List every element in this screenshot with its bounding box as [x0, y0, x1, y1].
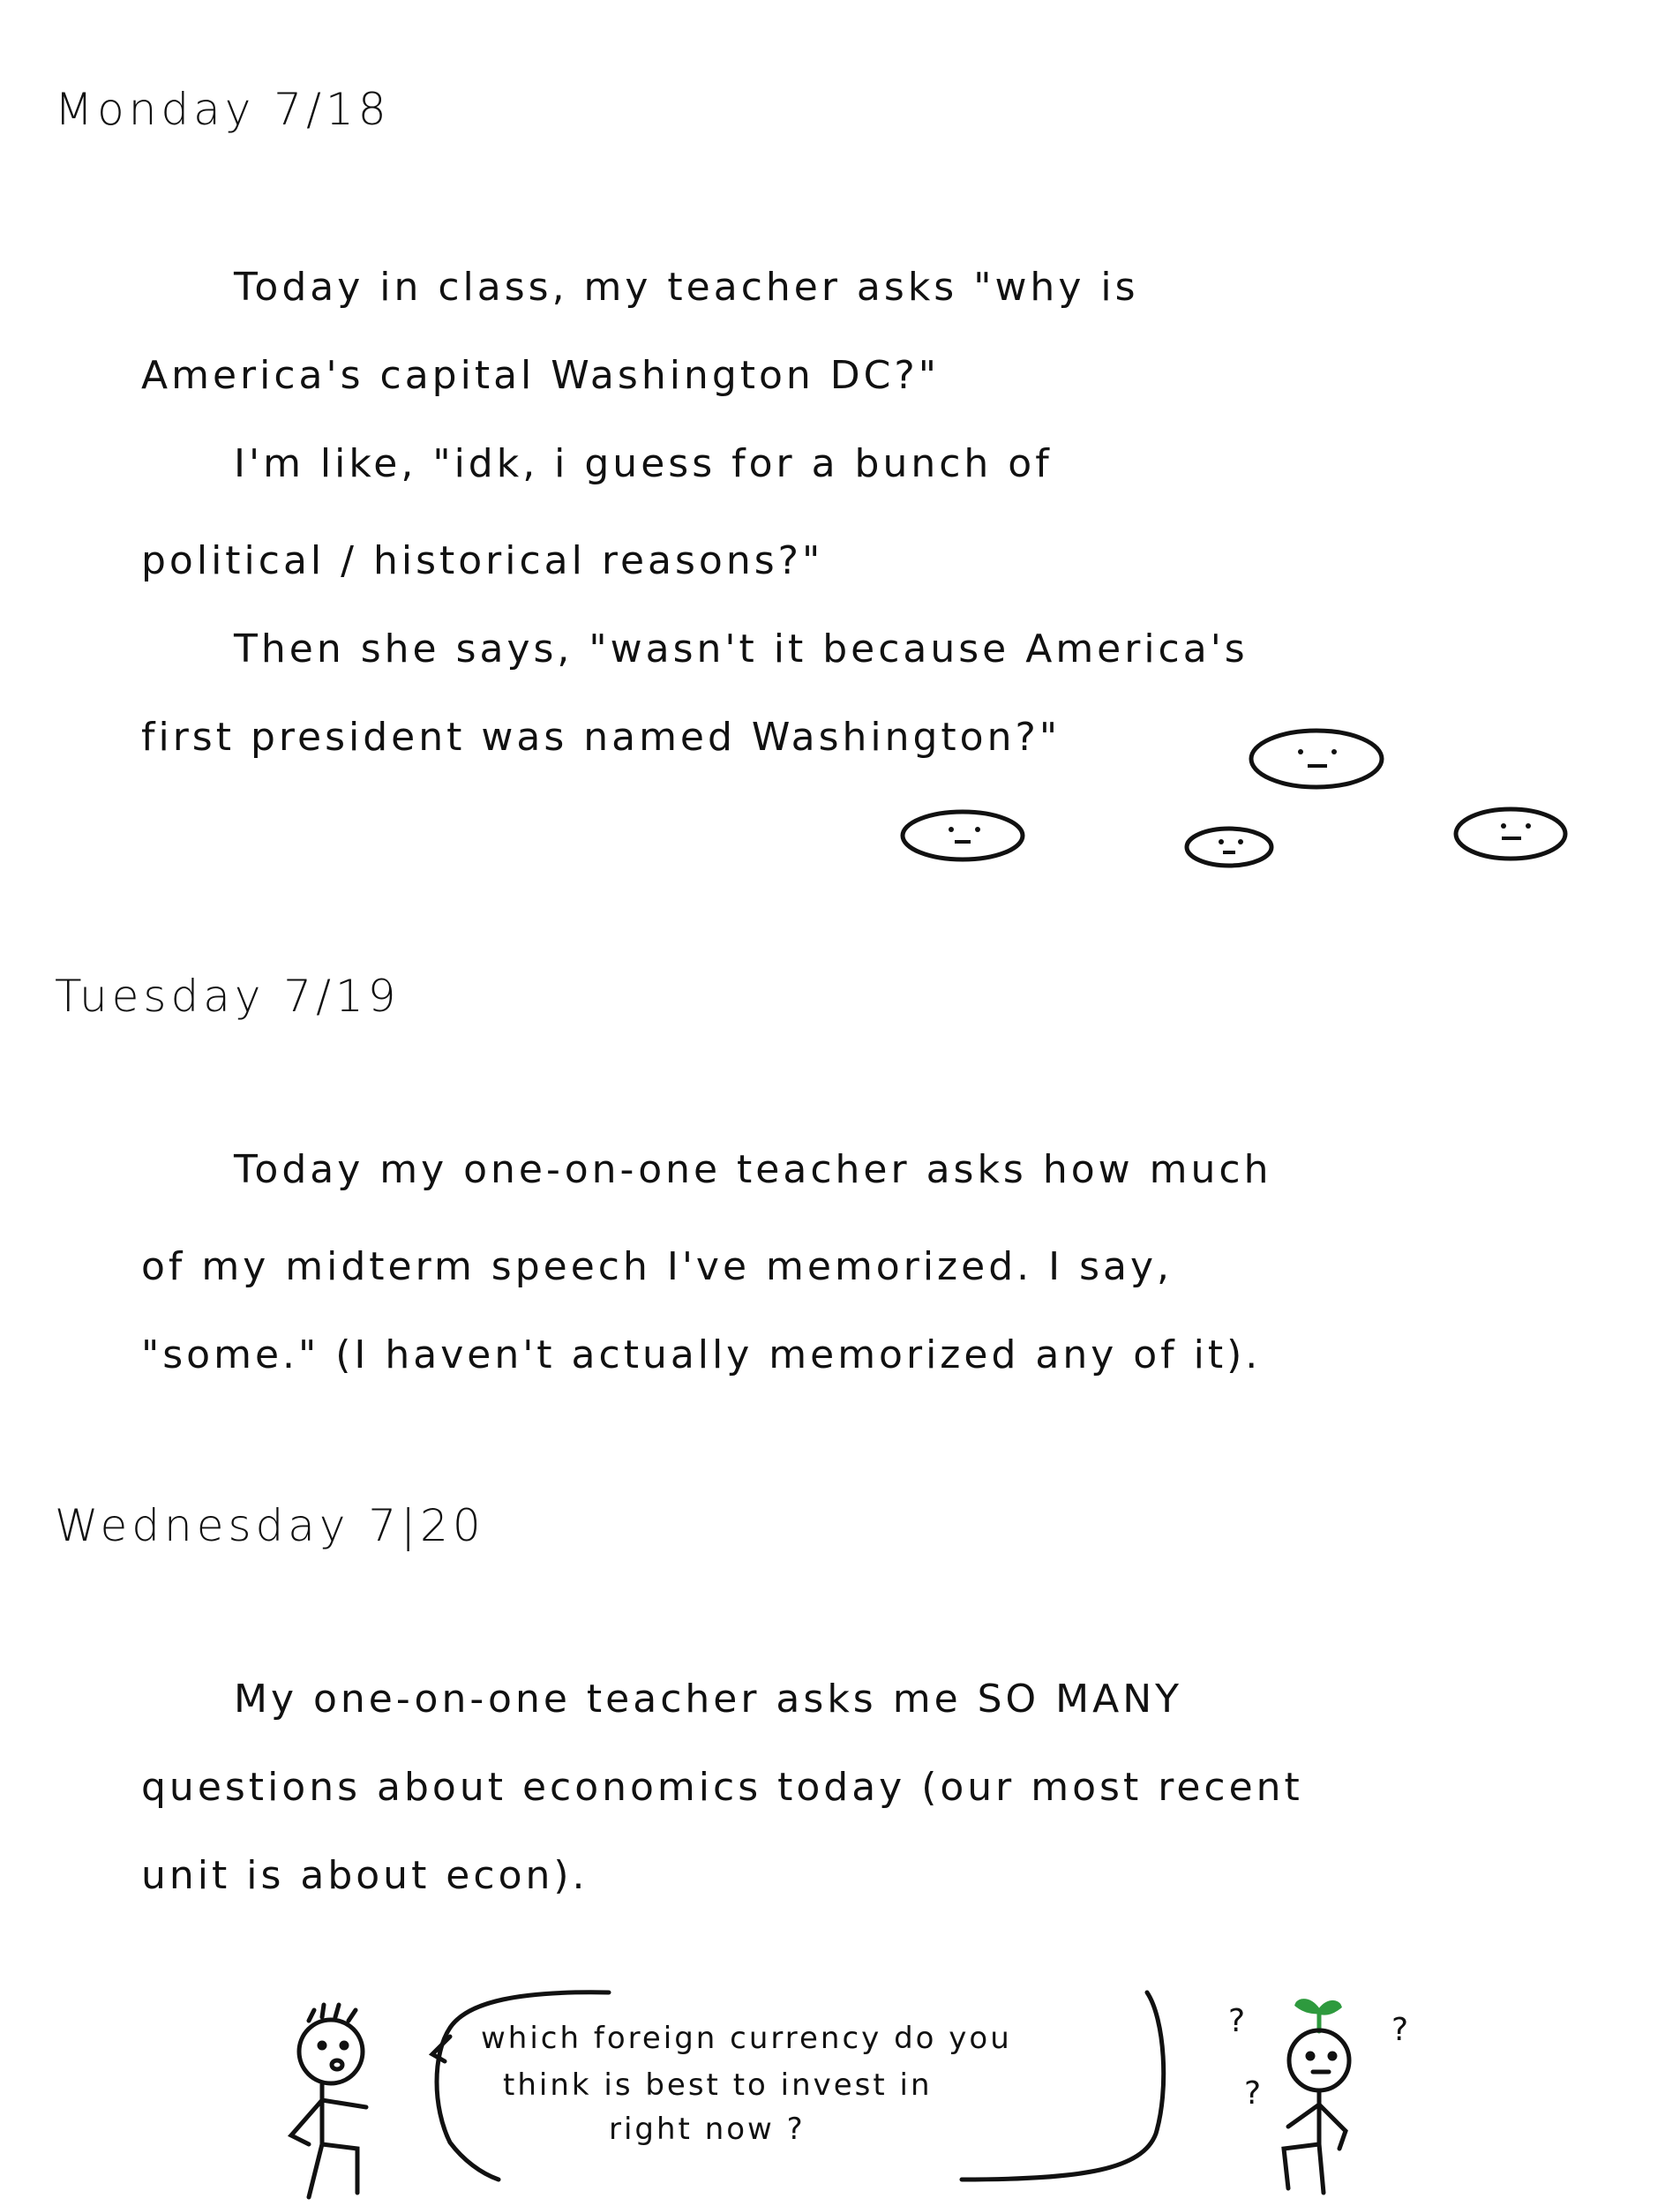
speech-bubble-text: think is best to invest in	[503, 2067, 933, 2103]
speech-bubble-text: right now ?	[609, 2112, 806, 2147]
paragraph-line: My one-on-one teacher asks me SO MANY	[234, 1677, 1183, 1722]
paragraph-line: unit is about econ).	[141, 1853, 589, 1898]
blob-face-icon	[1246, 724, 1387, 794]
paragraph-line: I'm like, "idk, i guess for a bunch of	[234, 441, 1053, 486]
paragraph-line: "some." (I haven't actually memorized any of it).	[141, 1332, 1262, 1377]
blob-face-icon	[1449, 803, 1572, 865]
entry-date-wednesday: Wednesday 7|20	[55, 1500, 485, 1551]
entry-date-tuesday: Tuesday 7/19	[55, 971, 401, 1022]
paragraph-line: America's capital Washington DC?"	[141, 353, 940, 398]
paragraph-line: Today in class, my teacher asks "why is	[234, 265, 1139, 310]
teacher-figure-icon	[274, 1994, 406, 2206]
question-mark: ?	[1391, 2012, 1412, 2048]
entry-date-monday: Monday 7/18	[55, 84, 391, 135]
speech-bubble-text: which foreign currency do you	[481, 2021, 1012, 2056]
paragraph-line: Today my one-on-one teacher asks how much	[234, 1147, 1272, 1192]
question-mark: ?	[1228, 2003, 1249, 2039]
paragraph-line: political / historical reasons?"	[141, 538, 824, 583]
blob-face-icon	[1181, 822, 1278, 872]
blob-face-icon	[896, 805, 1029, 867]
speech-bubble-line	[609, 2112, 962, 2147]
paragraph-line: questions about economics today (our most recent	[141, 1765, 1303, 1810]
paragraph-line: of my midterm speech I've memorized. I say,	[141, 1244, 1173, 1289]
question-mark: ?	[1244, 2075, 1264, 2112]
paragraph-line: first president was named Washington?"	[141, 715, 1061, 760]
speech-bubble-line	[481, 2021, 1116, 2056]
paragraph-line: Then she says, "wasn't it because America's	[234, 627, 1249, 672]
speech-bubble-line	[503, 2067, 1121, 2103]
